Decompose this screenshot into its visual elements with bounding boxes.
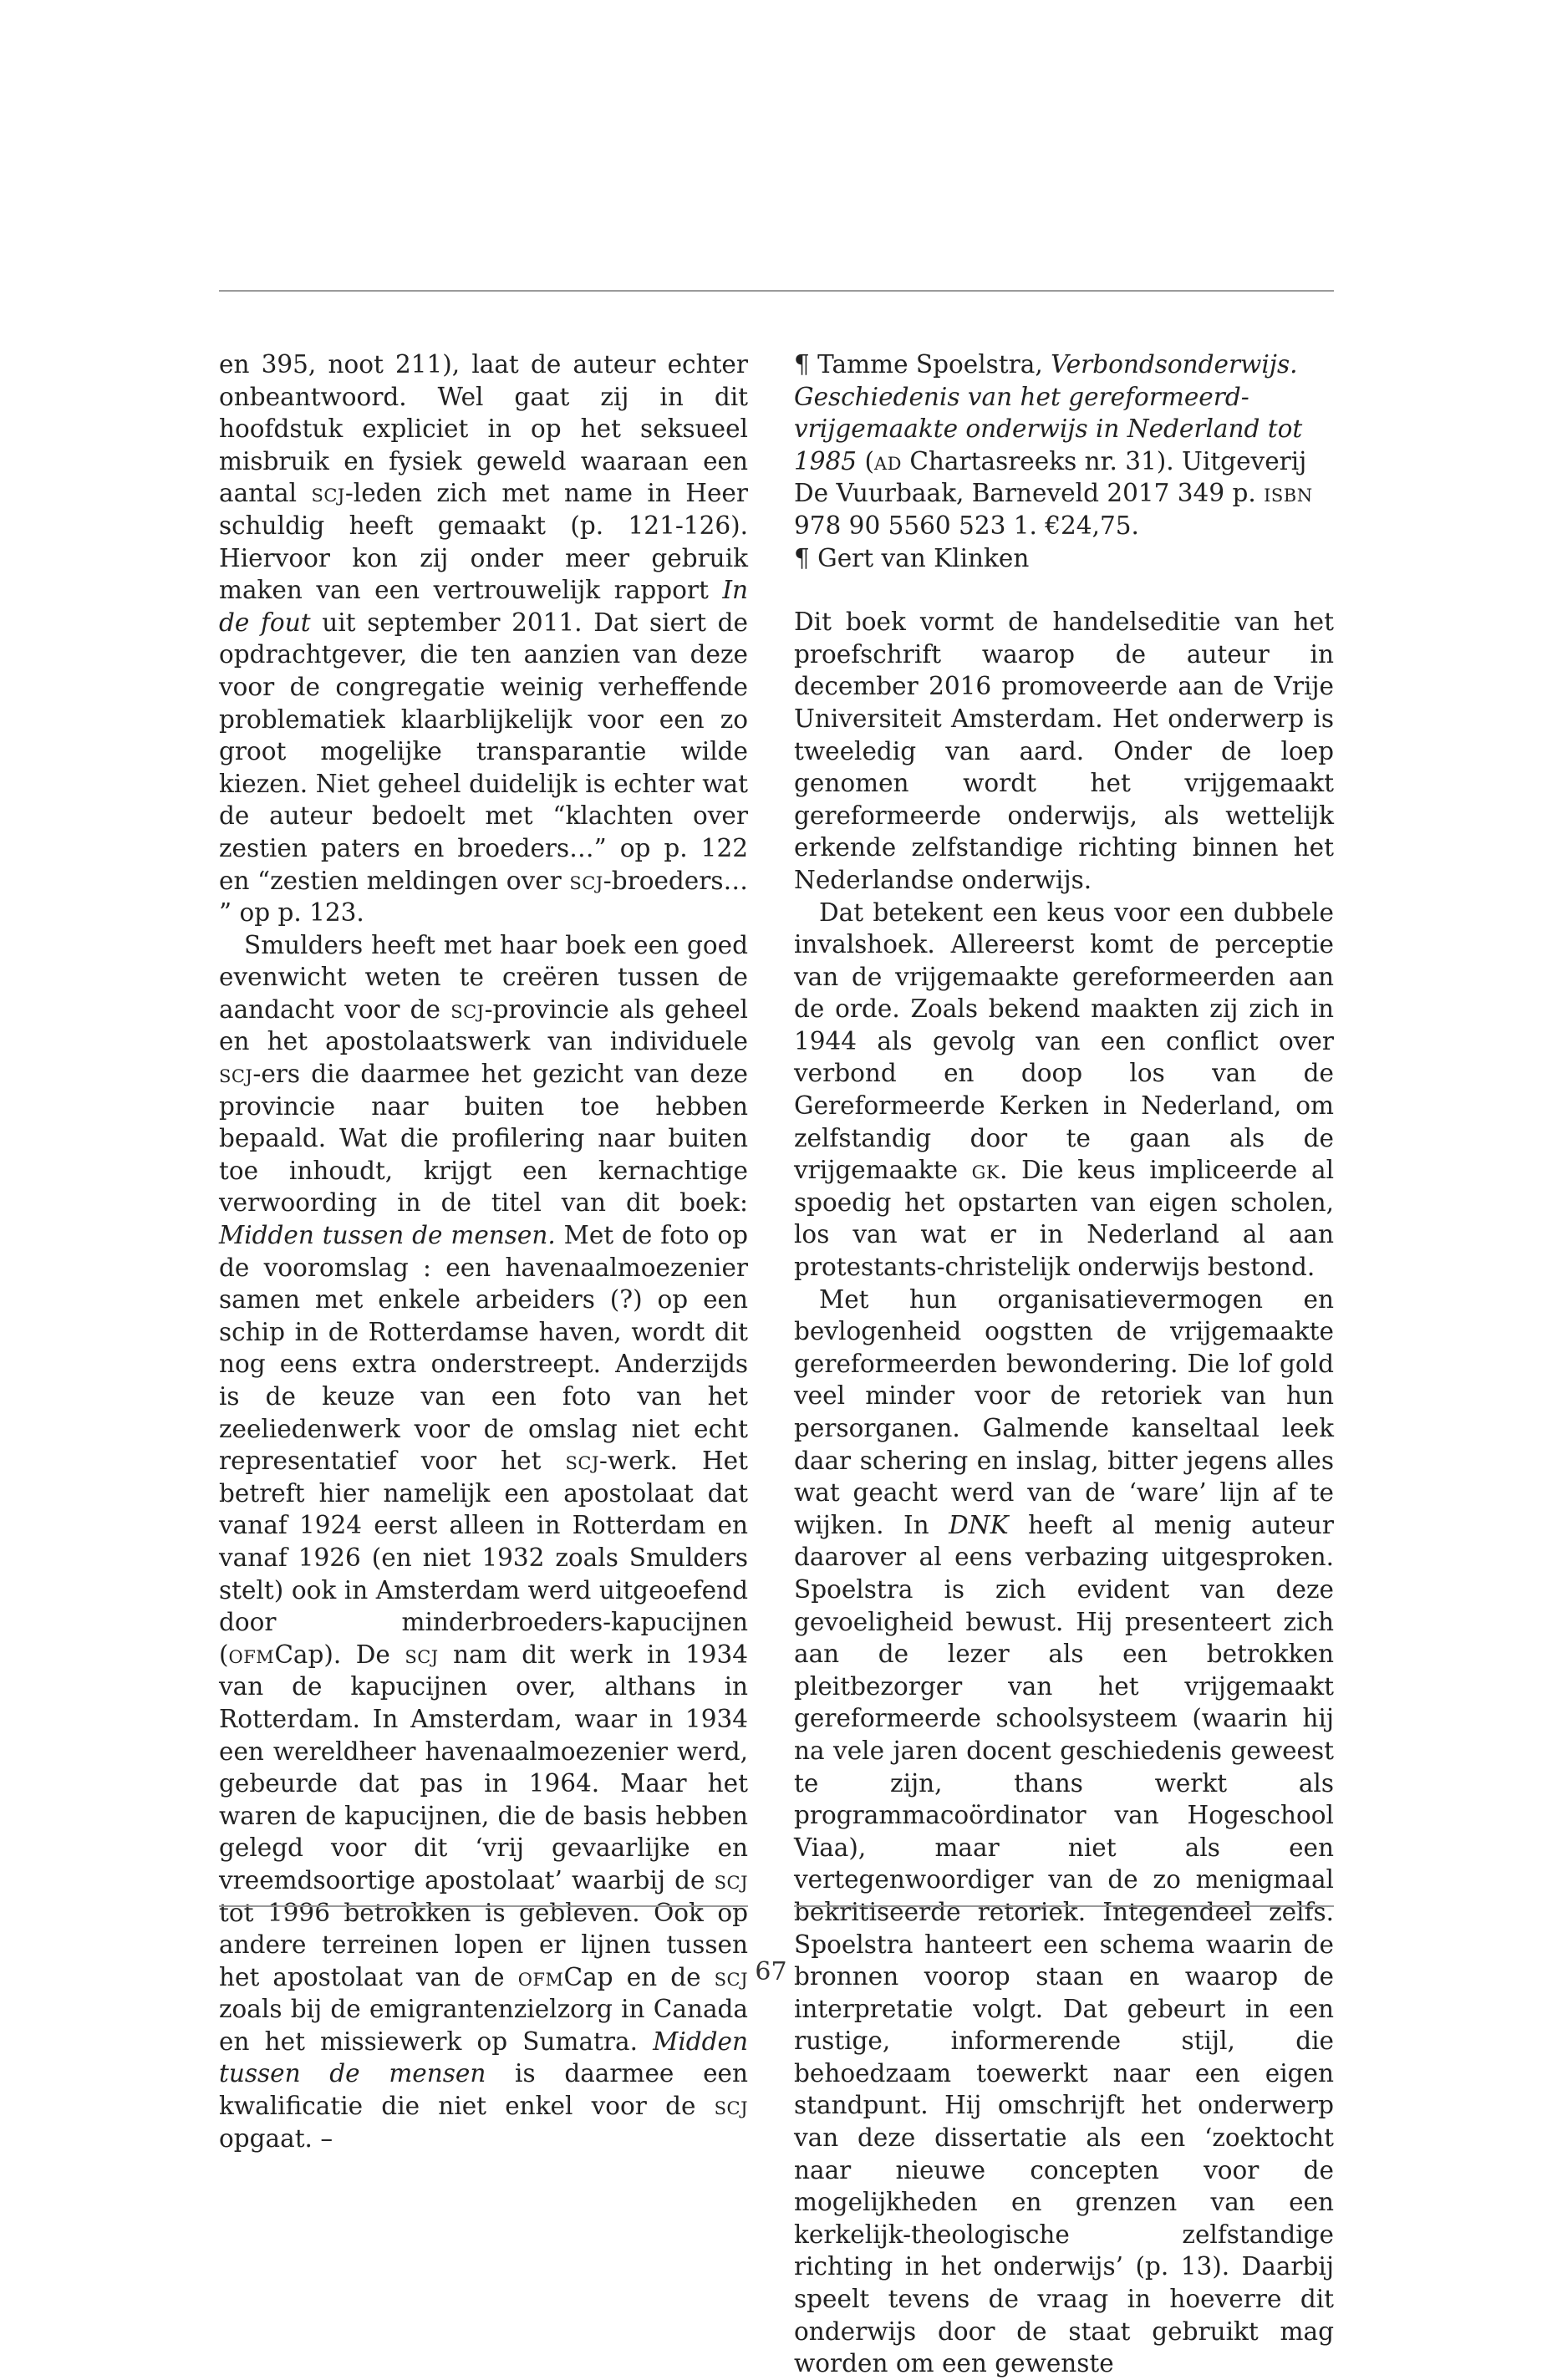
abbrev: gk: [971, 1156, 1000, 1185]
abbrev: ofm: [228, 1640, 275, 1669]
left-paragraph-1: en 395, noot 211), laat de auteur echter onbeantwoord. Wel gaat zij in dit hoofdstuk expliciet in op het seksueel misbruik en fysiek geweld waaraan een aantal scj-leden zich met name in Heer schuldig heeft gemaakt (p. 121-126). Hiervoor kon zij onder meer gebruik maken van een vertrouwelijk rapport In de fout uit september 2011. Dat siert de opdrachtgever, die ten aanzien van deze voor de congregatie weinig verheffende problematiek klaarblijkelijk voor een zo groot mogelijke transparantie wilde kiezen. Niet geheel duidelijk is echter wat de auteur bedoelt met “klachten over zestien paters en broeders…” op p. 122 en “zestien meldingen over scj-broeders… ” op p. 123.: [219, 350, 748, 928]
left-paragraph-2: Smulders heeft met haar boek een goed evenwicht weten te creëren tussen de aandacht voor de scj-provincie als geheel en het apostolaatswerk van individuele scj-ers die daarmee het gezicht van deze provincie naar buiten toe hebben bepaald. Wat die profilering naar buiten toe inhoudt, krijgt een kernachtige verwoording in de titel van dit boek: Midden tussen de mensen. Met de foto op de vooromslag : een havenaalmoezenier samen met enkele arbeiders (?) op een schip in de Rotterdamse haven, wordt dit nog eens extra onderstreept. Anderzijds is de keuze van een foto van het zeeliedenwerk voor de omslag niet echt representatief voor het scj-werk. Het betreft hier namelijk een apostolaat dat vanaf 1924 eerst alleen in Rotterdam en vanaf 1926 (en niet 1932 zoals Smulders stelt) ook in Amsterdam werd uitgeoefend door minderbroeders-kapucijnen (ofmCap). De scj nam dit werk in 1934 van de kapucijnen over, althans in Rotterdam. In Amsterdam, waar in 1934 een wereldheer havenaalmoezenier werd, gebeurde dat pas in 1964. Maar het waren de kapucijnen, die de basis hebben gelegd voor dit ‘vrij gevaarlijke en vreemdsoortige apostolaat’ waarbij de scj tot 1996 betrokken is gebleven. Ook op andere terreinen lopen er lijnen tussen het apostolaat van de ofmCap en de scj zoals bij de emigrantenzielzorg in Canada en het missiewerk op Sumatra. Midden tussen de mensen is daarmee een kwalificatie die niet enkel voor de scj opgaat. –: [219, 930, 748, 2153]
right-column: [794, 348, 1334, 2380]
top-rule: [219, 290, 1334, 292]
bottom-rule-left: [219, 1905, 748, 1907]
abbrev: scj: [569, 866, 603, 895]
italic-abbrev: DNK: [949, 1510, 1009, 1539]
abbrev: ad: [873, 446, 902, 475]
abbrev: scj: [714, 2092, 748, 2121]
abbrev: scj: [714, 1865, 748, 1894]
italic-title: Midden tussen de mensen: [219, 2027, 748, 2088]
left-column: [219, 348, 748, 2154]
italic-title: Midden tussen de mensen.: [219, 1221, 556, 1250]
abbrev: ofm: [517, 1962, 564, 1991]
abbrev: scj: [450, 994, 485, 1024]
page-number: 67: [755, 1957, 787, 1986]
abbrev: isbn: [1264, 479, 1313, 508]
right-paragraph-3: Met hun organisatievermogen en bevlogenheid oogstten de vrijgemaakte gereformeerden bewondering. Die lof gold veel minder voor de retoriek van hun persorganen. Galmende kanseltaal leek daar schering en inslag, bitter jegens alles wat geacht werd van de ‘ware’ lijn af te wijken. In DNK heeft al menig auteur daarover al eens verbazing uitgesproken. Spoelstra is zich evident van deze gevoeligheid bewust. Hij presenteert zich aan de lezer als een betrokken pleitbezorger van het vrijgemaakt gereformeerde schoolsysteem (waarin hij na vele jaren docent geschiedenis geweest te zijn, thans werkt als programmacoördinator van Hogeschool Viaa), maar niet als een vertegenwoordiger van de zo menigmaal bekritiseerde retoriek. Integendeel zelfs. Spoelstra hanteert een schema waarin de bronnen voorop staan en waarop de interpretatie volgt. Dat gebeurt in een rustige, informerende stijl, die behoedzaam toewerkt naar een eigen standpunt. Hij omschrijft het onderwerp van deze dissertatie als een ‘zoektocht naar nieuwe concepten voor de mogelijkheden en grenzen van een kerkelijk-theologische zelfstandige richting in het onderwijs’ (p. 13). Daarbij speelt tevens de vraag in hoeverre dit onderwijs door de staat gebruikt mag worden om een gewenste: [794, 1284, 1334, 2378]
right-paragraph-2: Dat betekent een keus voor een dubbele invalshoek. Allereerst komt de perceptie van de vrijgemaakte gereformeerden aan de orde. Zoals bekend maakten zij zich in 1944 als gevolg van een conflict over verbond en doop los van de Gereformeerde Kerken in Nederland, om zelfstandig door te gaan als de vrijgemaakte gk. Die keus impliceerde al spoedig het opstarten van eigen scholen, los van wat er in Nederland al aan protestants-christelijk onderwijs bestond.: [794, 898, 1335, 1282]
reviewer-name: ¶ Gert van Klinken: [794, 543, 1030, 572]
abbrev: scj: [714, 1962, 748, 1991]
book-title: Verbondsonderwijs. Geschiedenis van het gereformeerd-vrijgemaakte onderwijs in Nederland tot 1985: [794, 350, 1303, 475]
abbrev: scj: [311, 479, 345, 508]
abbrev: scj: [405, 1640, 439, 1669]
abbrev: scj: [219, 1060, 253, 1089]
right-paragraph-1: Dit boek vormt de handelseditie van het proefschrift waarop de auteur in december 2016 promoveerde aan de Vrije Universiteit Amsterdam. Het onderwerp is tweeledig van aard. Onder de loep genomen wordt het vrijgemaakt gereformeerde onderwijs, als wettelijk erkende zelfstandige richting binnen het Nederlandse onderwijs.: [794, 608, 1334, 894]
review-header: ¶ Tamme Spoelstra, Verbondsonderwijs. Geschiedenis van het gereformeerd-vrijgemaakte onderwijs in Nederland tot 1985 (ad Chartasreeks nr. 31). Uitgeverij De Vuurbaak, Barneveld 2017 349 p. isbn 978 90 5560 523 1. €24,75.: [794, 350, 1313, 540]
abbrev: scj: [565, 1447, 599, 1476]
bottom-rule-right: [794, 1905, 1334, 1907]
italic-title: In de fout: [219, 576, 748, 637]
